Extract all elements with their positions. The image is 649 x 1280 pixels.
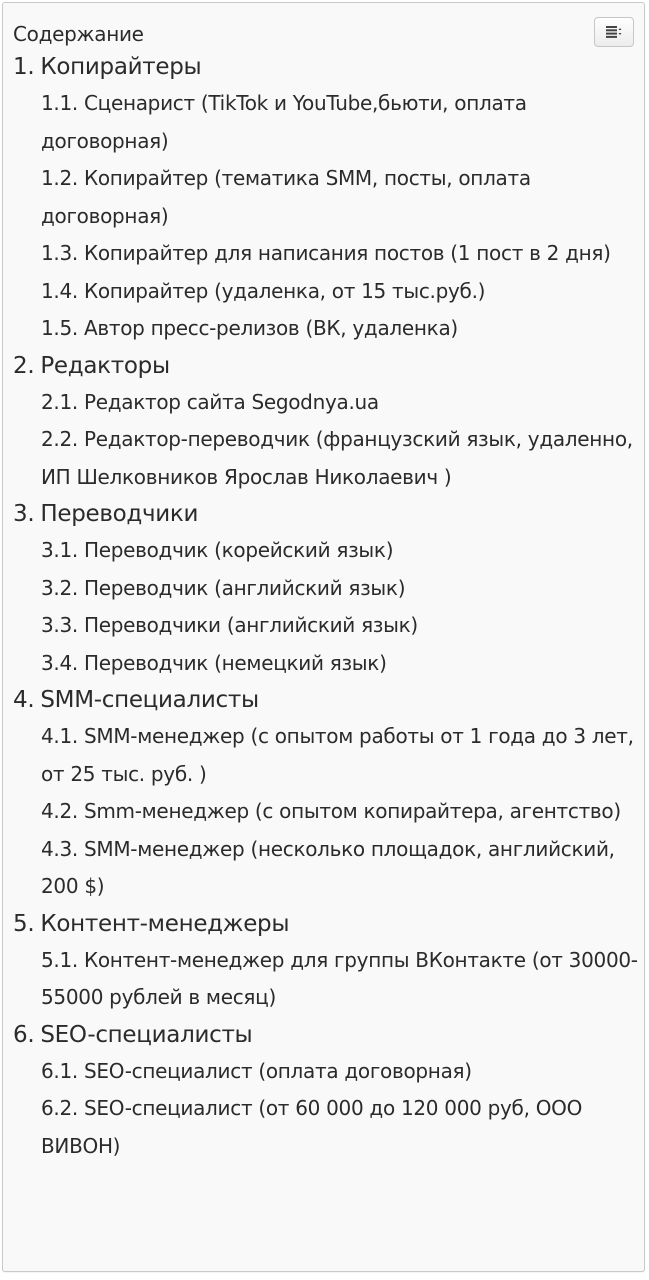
toc-section-link[interactable] (13, 496, 634, 532)
toc-section-number: 6. (13, 1021, 35, 1048)
toc-subsection-link[interactable] (41, 160, 641, 235)
toc-subsection-number: 6.2. (41, 1096, 78, 1120)
toc-subsection-label: Копирайтер (удаленка, от 15 тыс.руб.) (83, 278, 486, 303)
toc-section-link[interactable] (13, 1017, 634, 1053)
toc-toggle-button[interactable] (594, 17, 634, 47)
toc-section-number: 3. (13, 501, 35, 527)
toc-section-number: 4. (13, 687, 35, 713)
toc-subsection-link[interactable] (41, 421, 641, 496)
toc-subsection-number: 2.2. (41, 427, 78, 451)
toc-subsection-number: 4.1. (41, 724, 78, 748)
toc-subsection-list (13, 384, 634, 497)
toc-subsection-number: 3.3. (41, 613, 78, 637)
toc-subsection-label: SMM-менеджер (несколько площадок, английский, 200 $) (41, 836, 615, 898)
toc-section-number: 2. (13, 352, 35, 379)
toc-subsection-link[interactable] (41, 384, 641, 422)
toc-subsection-link[interactable] (41, 793, 641, 831)
toc-subsection-number: 3.4. (41, 650, 78, 675)
toc-subsection-number: 1.3. (41, 241, 78, 265)
toc-subsection-number: 6.1. (41, 1058, 78, 1083)
list-icon (606, 26, 622, 38)
toc-subsection-link[interactable] (41, 570, 641, 608)
toc-subsection-label: Переводчик (немецкий язык) (83, 650, 387, 675)
toc-subsection-number: 1.2. (41, 166, 78, 190)
toc-subsection-label: Smm-менеджер (с опытом копирайтера, агентство) (83, 799, 621, 823)
toc-list (13, 49, 638, 1165)
toc-subsection-link[interactable] (41, 1053, 641, 1091)
toc-section-label: SEO-специалисты (40, 1021, 253, 1048)
toc-section (13, 49, 634, 348)
toc-subsection-label: Сценарист (TikTok и YouTube,бьюти, оплата договорная) (41, 91, 527, 153)
toc-header (13, 19, 634, 49)
toc-subsection-link[interactable] (41, 942, 641, 1017)
toc-subsection-number: 3.2. (41, 575, 78, 600)
toc-subsection-label: SEO-специалист (оплата договорная) (83, 1058, 472, 1083)
toc-subsection-list (13, 532, 634, 682)
toc-subsection-link[interactable] (41, 85, 641, 160)
toc-subsection-label: SEO-специалист (от 60 000 до 120 000 руб, ООО ВИВОН) (41, 1096, 583, 1158)
toc-section (13, 1017, 634, 1166)
toc-section-label: Копирайтеры (40, 54, 202, 80)
toc-section-label: Переводчики (40, 501, 199, 527)
toc-section-link[interactable] (13, 682, 634, 718)
toc-subsection-label: Переводчик (корейский язык) (83, 538, 394, 562)
toc-subsection-label: SMM-менеджер (с опытом работы от 1 года до 3 лет, от 25 тыс. руб. ) (41, 724, 634, 786)
toc-subsection-link[interactable] (41, 310, 641, 348)
toc-subsection-list (13, 1053, 634, 1166)
toc-section-link[interactable] (13, 906, 634, 942)
toc-section (13, 496, 634, 682)
toc-section-label: Редакторы (40, 352, 170, 379)
toc-section (13, 348, 634, 497)
toc-subsection-link[interactable] (41, 607, 641, 645)
toc-subsection-link[interactable] (41, 645, 641, 683)
toc-section-label: SMM-специалисты (40, 687, 259, 713)
toc-subsection-label: Автор пресс-релизов (ВК, удаленка) (83, 316, 458, 340)
toc-subsection-label: Редактор сайта Segodnya.ua (83, 389, 379, 414)
toc-subsection-number: 1.1. (41, 91, 78, 115)
toc-subsection-link[interactable] (41, 273, 641, 311)
toc-section (13, 682, 634, 906)
toc-subsection-number: 1.4. (41, 278, 78, 303)
toc-section-link[interactable] (13, 348, 634, 384)
toc-subsection-label: Копирайтер для написания постов (1 пост в 2 дня) (83, 241, 611, 265)
toc-section-number: 1. (13, 54, 35, 80)
toc-section-link[interactable] (13, 49, 634, 85)
toc-subsection-label: Переводчики (английский язык) (83, 613, 418, 637)
toc-subsection-label: Редактор-переводчик (французский язык, удаленно, ИП Шелковников Ярослав Николаевич ) (41, 427, 633, 489)
toc-subsection-number: 3.1. (41, 538, 78, 562)
toc-subsection-label: Переводчик (английский язык) (83, 575, 406, 600)
toc-subsection-link[interactable] (41, 235, 641, 273)
toc-subsection-list (13, 85, 634, 348)
toc-subsection-link[interactable] (41, 718, 641, 793)
toc-subsection-list (13, 942, 638, 1017)
toc-subsection-number: 4.2. (41, 799, 78, 823)
toc-subsection-link[interactable] (41, 1090, 641, 1165)
toc-section-number: 5. (13, 910, 35, 937)
toc-subsection-label: Копирайтер (тематика SMM, посты, оплата договорная) (41, 166, 531, 228)
toc-subsection-link[interactable] (41, 831, 641, 906)
toc-subsection-number: 1.5. (41, 316, 78, 340)
toc-section-label: Контент-менеджеры (40, 910, 290, 937)
toc-subsection-number: 4.3. (41, 836, 78, 861)
toc-subsection-number: 5.1. (41, 947, 78, 972)
toc-subsection-label: Контент-менеджер для группы ВКонтакте (от 30000-55000 рублей в месяц) (41, 947, 638, 1009)
toc-title: Содержание (13, 22, 144, 46)
toc-subsection-number: 2.1. (41, 389, 78, 414)
toc-section (13, 906, 638, 1017)
toc-subsection-link[interactable] (41, 532, 641, 570)
toc-subsection-list (13, 718, 634, 906)
table-of-contents (2, 2, 645, 1272)
